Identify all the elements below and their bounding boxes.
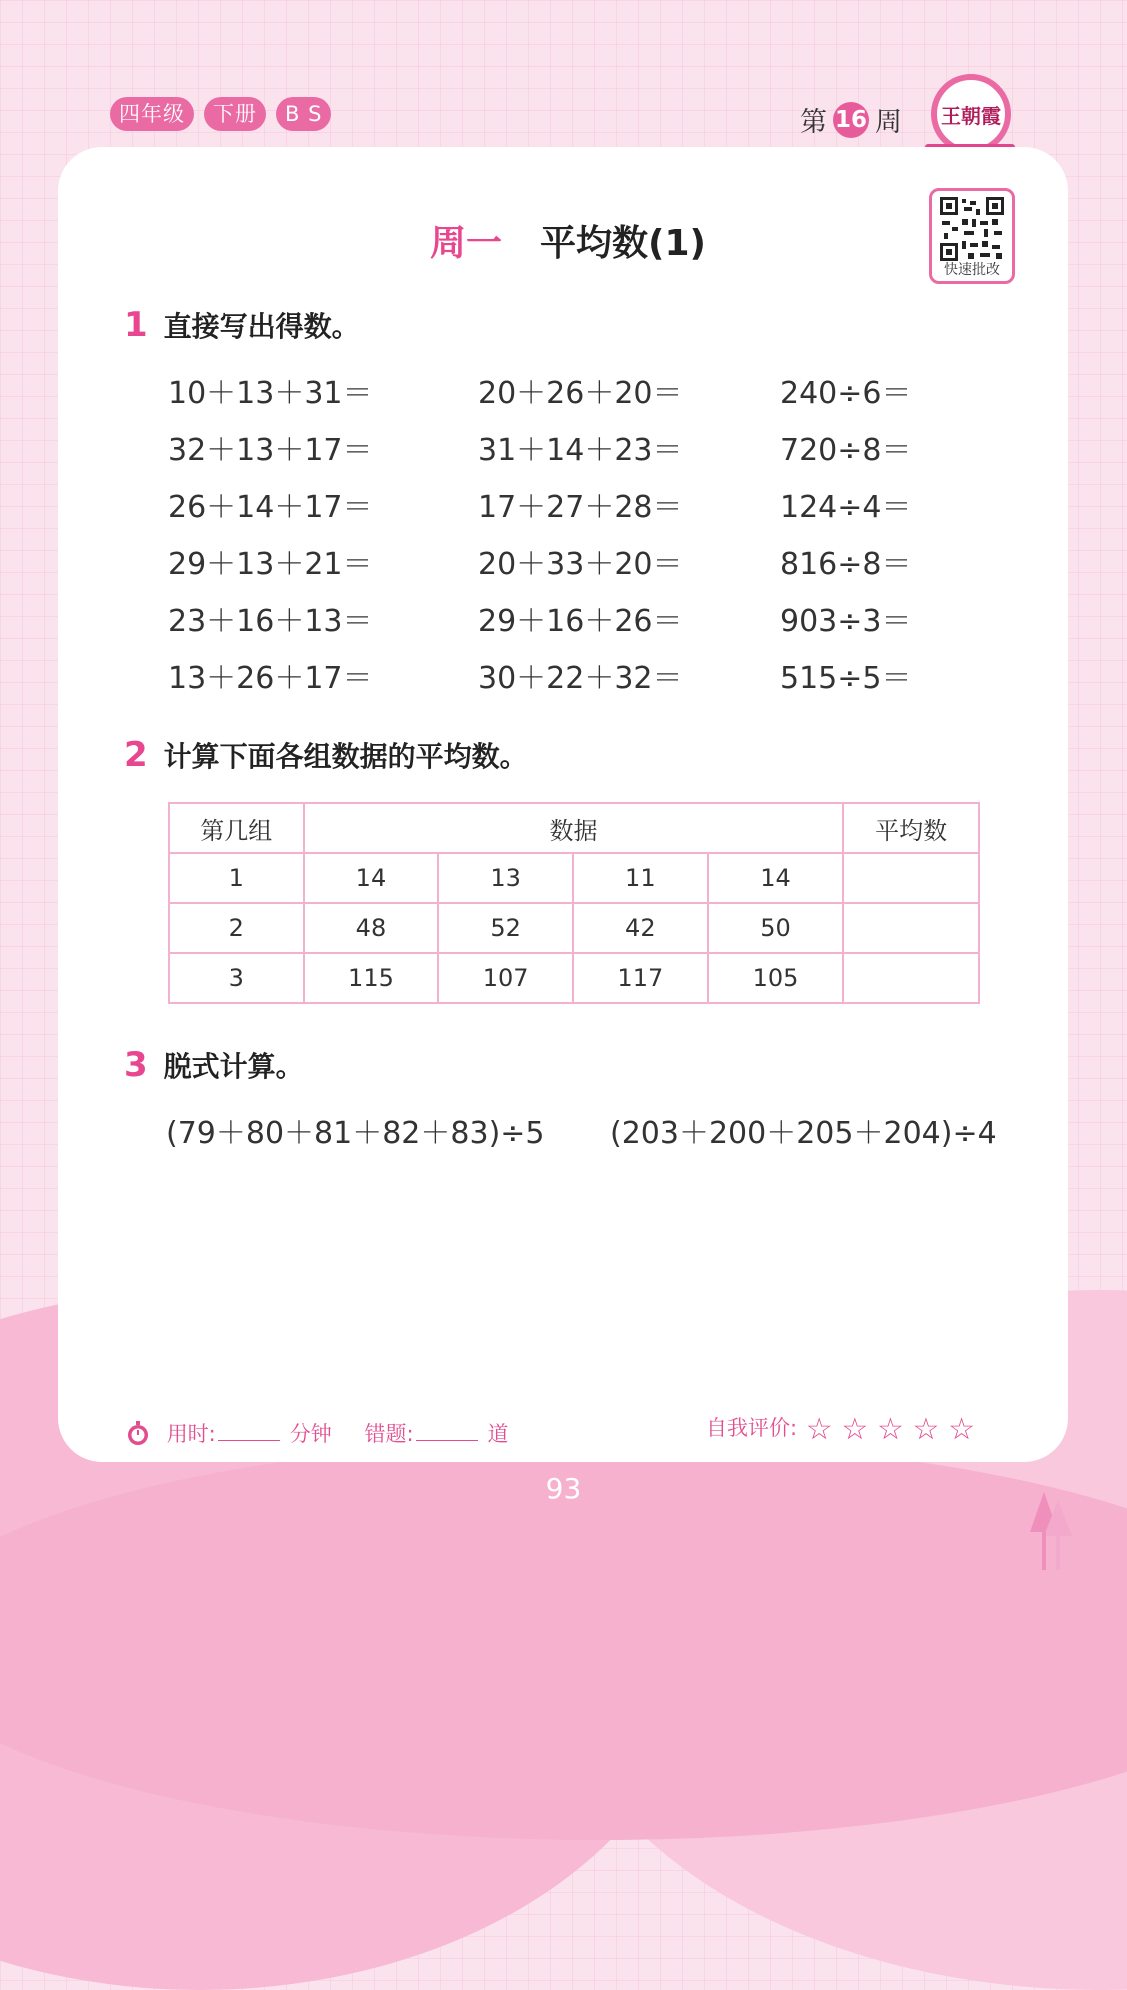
stopwatch-icon bbox=[124, 1419, 152, 1447]
average-answer-cell[interactable] bbox=[843, 953, 979, 1003]
question-number: 1 bbox=[124, 305, 148, 345]
table-header-cell: 第几组 bbox=[169, 803, 304, 853]
star-icon[interactable]: ☆ bbox=[876, 1412, 904, 1447]
errors-blank[interactable] bbox=[416, 1440, 478, 1441]
question-title: 计算下面各组数据的平均数。 bbox=[163, 740, 528, 773]
rating-label: 自我评价: bbox=[706, 1416, 798, 1440]
time-label: 用时: bbox=[166, 1422, 216, 1446]
calc-item: 26＋14＋17＝ bbox=[168, 490, 373, 525]
page-number: 93 bbox=[545, 1472, 582, 1505]
errors-label: 错题: bbox=[364, 1422, 414, 1446]
grade-badge: 四年级 bbox=[110, 97, 194, 131]
calc-item: 13＋26＋17＝ bbox=[168, 661, 373, 696]
expression-item: (79＋80＋81＋82＋83)÷5 bbox=[166, 1116, 545, 1151]
week-suffix: 周 bbox=[875, 107, 902, 138]
calc-item: 29＋16＋26＝ bbox=[478, 604, 683, 639]
table-cell: 13 bbox=[438, 853, 573, 903]
calc-item: 23＋16＋13＝ bbox=[168, 604, 373, 639]
table-header-row bbox=[169, 803, 979, 853]
calc-item: 240÷6＝ bbox=[780, 376, 912, 411]
star-icon[interactable]: ☆ bbox=[805, 1412, 833, 1447]
table-header-cell: 数据 bbox=[304, 803, 844, 853]
calc-item: 515÷5＝ bbox=[780, 661, 912, 696]
table-cell: 50 bbox=[708, 903, 844, 953]
arrow-decoration-icon bbox=[1030, 1492, 1074, 1570]
week-prefix: 第 bbox=[800, 107, 827, 138]
errors-unit: 道 bbox=[487, 1422, 509, 1446]
calc-item: 720÷8＝ bbox=[780, 433, 912, 468]
time-blank[interactable] bbox=[218, 1440, 280, 1441]
logo-text: 王朝霞 bbox=[941, 103, 1001, 128]
qr-code-box[interactable] bbox=[929, 188, 1015, 284]
question-number: 2 bbox=[124, 735, 148, 775]
calc-item: 903÷3＝ bbox=[780, 604, 912, 639]
calc-item: 816÷8＝ bbox=[780, 547, 912, 582]
calc-item: 17＋27＋28＝ bbox=[478, 490, 683, 525]
average-answer-cell[interactable] bbox=[843, 853, 979, 903]
table-cell: 105 bbox=[708, 953, 844, 1003]
star-icon[interactable]: ☆ bbox=[948, 1412, 976, 1447]
minutes-label: 分钟 bbox=[289, 1422, 332, 1446]
week-indicator bbox=[800, 100, 902, 139]
data-table bbox=[168, 802, 980, 1004]
grade-badges bbox=[110, 97, 331, 131]
table-cell: 107 bbox=[438, 953, 573, 1003]
table-cell: 14 bbox=[708, 853, 844, 903]
page-title bbox=[430, 215, 706, 266]
calc-item: 32＋13＋17＝ bbox=[168, 433, 373, 468]
qr-code-icon bbox=[940, 197, 1004, 261]
table-cell: 3 bbox=[169, 953, 304, 1003]
edition-badge: B S bbox=[276, 97, 331, 131]
table-cell: 115 bbox=[304, 953, 439, 1003]
table-cell: 14 bbox=[304, 853, 439, 903]
table-row bbox=[169, 903, 979, 953]
table-cell: 52 bbox=[438, 903, 573, 953]
average-answer-cell[interactable] bbox=[843, 903, 979, 953]
calc-item: 10＋13＋31＝ bbox=[168, 376, 373, 411]
title-topic: 平均数(1) bbox=[540, 223, 706, 264]
table-cell: 11 bbox=[573, 853, 708, 903]
table-header-cell: 平均数 bbox=[843, 803, 979, 853]
star-icon[interactable]: ☆ bbox=[841, 1412, 869, 1447]
calc-item: 30＋22＋32＝ bbox=[478, 661, 683, 696]
calc-item: 124÷4＝ bbox=[780, 490, 912, 525]
footer-rating bbox=[706, 1412, 975, 1447]
star-icon[interactable]: ☆ bbox=[912, 1412, 940, 1447]
footer-time bbox=[124, 1418, 509, 1448]
table-cell: 42 bbox=[573, 903, 708, 953]
expression-item: (203＋200＋205＋204)÷4 bbox=[610, 1116, 997, 1151]
table-cell: 2 bbox=[169, 903, 304, 953]
table-cell: 117 bbox=[573, 953, 708, 1003]
calc-item: 20＋33＋20＝ bbox=[478, 547, 683, 582]
calc-item: 29＋13＋21＝ bbox=[168, 547, 373, 582]
table-row bbox=[169, 953, 979, 1003]
table-cell: 48 bbox=[304, 903, 439, 953]
question-number: 3 bbox=[124, 1045, 148, 1085]
calc-item: 20＋26＋20＝ bbox=[478, 376, 683, 411]
brand-logo bbox=[931, 74, 1011, 154]
question-3-heading bbox=[124, 1045, 304, 1085]
volume-badge: 下册 bbox=[204, 97, 266, 131]
title-day: 周一 bbox=[430, 223, 503, 264]
qr-label: 快速批改 bbox=[944, 262, 1000, 278]
question-title: 脱式计算。 bbox=[163, 1050, 304, 1083]
calc-item: 31＋14＋23＝ bbox=[478, 433, 683, 468]
week-number: 16 bbox=[833, 102, 869, 138]
question-1-heading bbox=[124, 305, 360, 345]
table-row bbox=[169, 853, 979, 903]
table-cell: 1 bbox=[169, 853, 304, 903]
question-2-heading bbox=[124, 735, 528, 775]
question-title: 直接写出得数。 bbox=[163, 310, 360, 343]
